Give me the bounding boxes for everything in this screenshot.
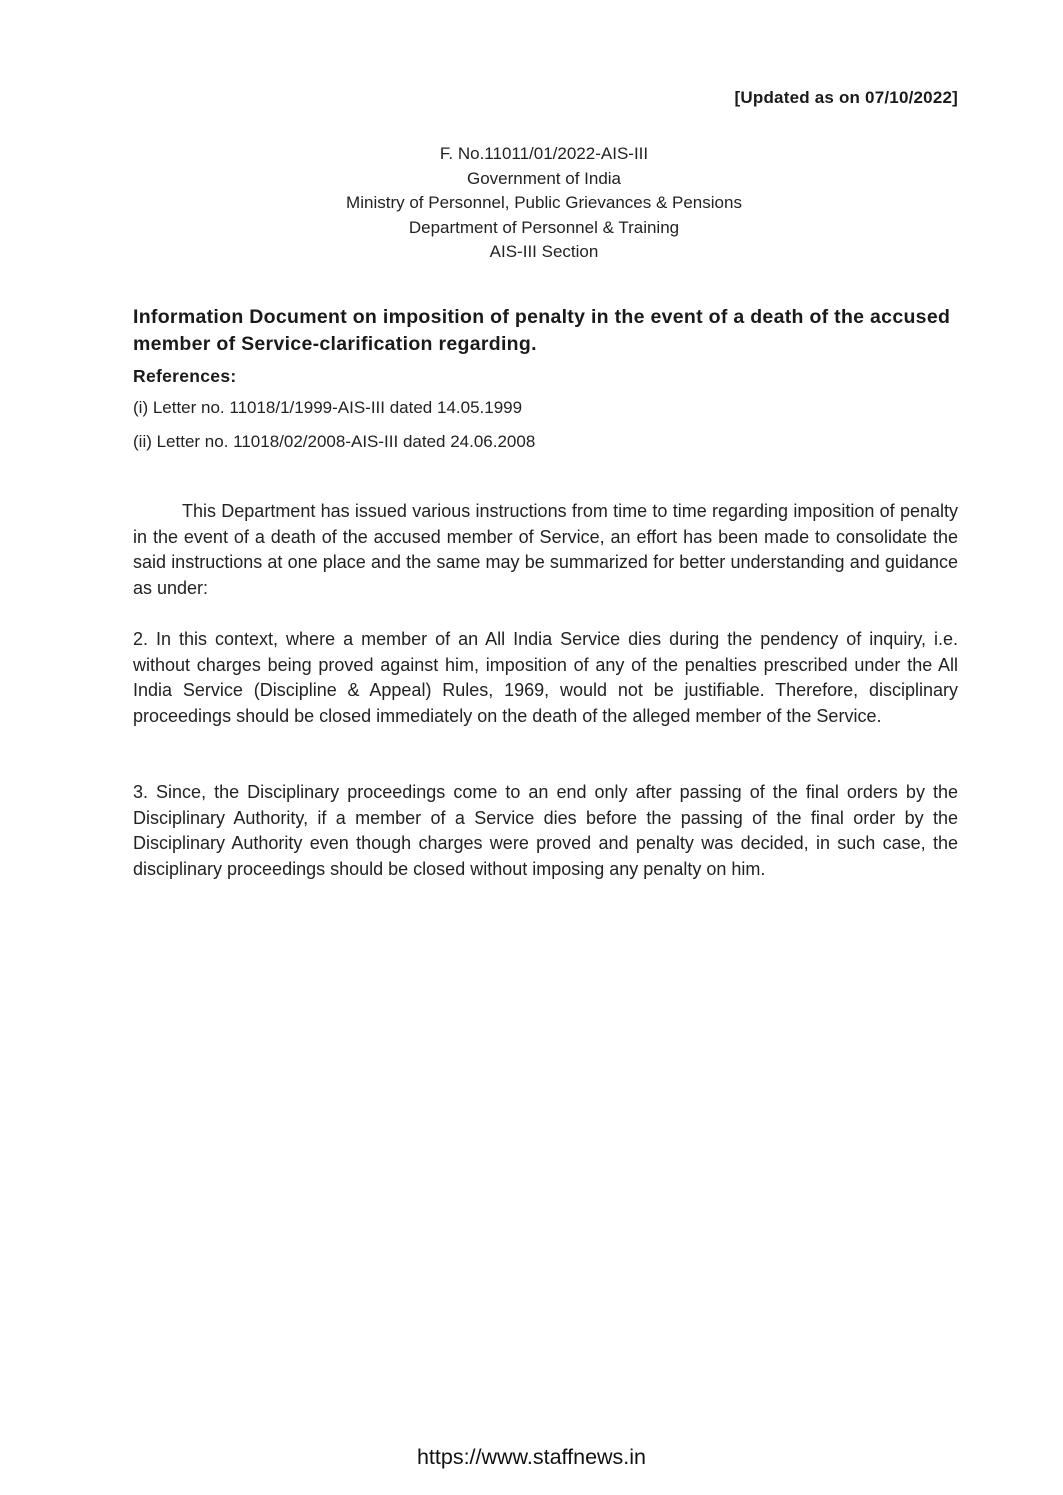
updated-date-note: [Updated as on 07/10/2022] bbox=[734, 88, 958, 107]
paragraph-intro: This Department has issued various instructions from time to time regarding imposition of penalty in the event of a death of the accused member of Service, an effort has been made to consolidate the said instructions at one place and the same may be summarized for better understanding and guidance as under: bbox=[133, 501, 958, 598]
letterhead bbox=[0, 142, 1063, 265]
section-name: AIS-III Section bbox=[489, 242, 599, 261]
paragraph-2: 2. In this context, where a member of an All India Service dies during the pendency of inquiry, i.e. without charges being proved against him, imposition of any of the penalties prescribed under the All India Service (Discipline & Appeal) Rules, 1969, would not be justifiable. Therefore, disciplinary proceedings should be closed immediately on the death of the alleged member of the Service. bbox=[133, 629, 958, 726]
reference-item: (i) Letter no. 11018/1/1999-AIS-III dated 14.05.1999 bbox=[133, 398, 523, 417]
ministry-name: Ministry of Personnel, Public Grievances & Pensions bbox=[346, 193, 742, 212]
department-name: Department of Personnel & Training bbox=[408, 217, 680, 237]
government-name: Government of India bbox=[466, 168, 622, 188]
footer-url: https://www.staffnews.in bbox=[416, 1445, 647, 1469]
references-heading: References: bbox=[133, 366, 237, 386]
reference-item: (ii) Letter no. 11018/02/2008-AIS-III dated 24.06.2008 bbox=[133, 432, 536, 451]
paragraph-3: 3. Since, the Disciplinary proceedings come to an end only after passing of the final orders by the Disciplinary Authority, if a member of a Service dies before the passing of the final order by the Disciplinary Authority even though charges were proved and penalty was decided, in such case, the disciplinary proceedings should be closed without imposing any penalty on him. bbox=[133, 782, 958, 879]
file-number: F. No.11011/01/2022-AIS-III bbox=[439, 144, 649, 163]
subject-heading: Information Document on imposition of penalty in the event of a death of the accused member of Service-clarification regarding. bbox=[133, 306, 951, 355]
